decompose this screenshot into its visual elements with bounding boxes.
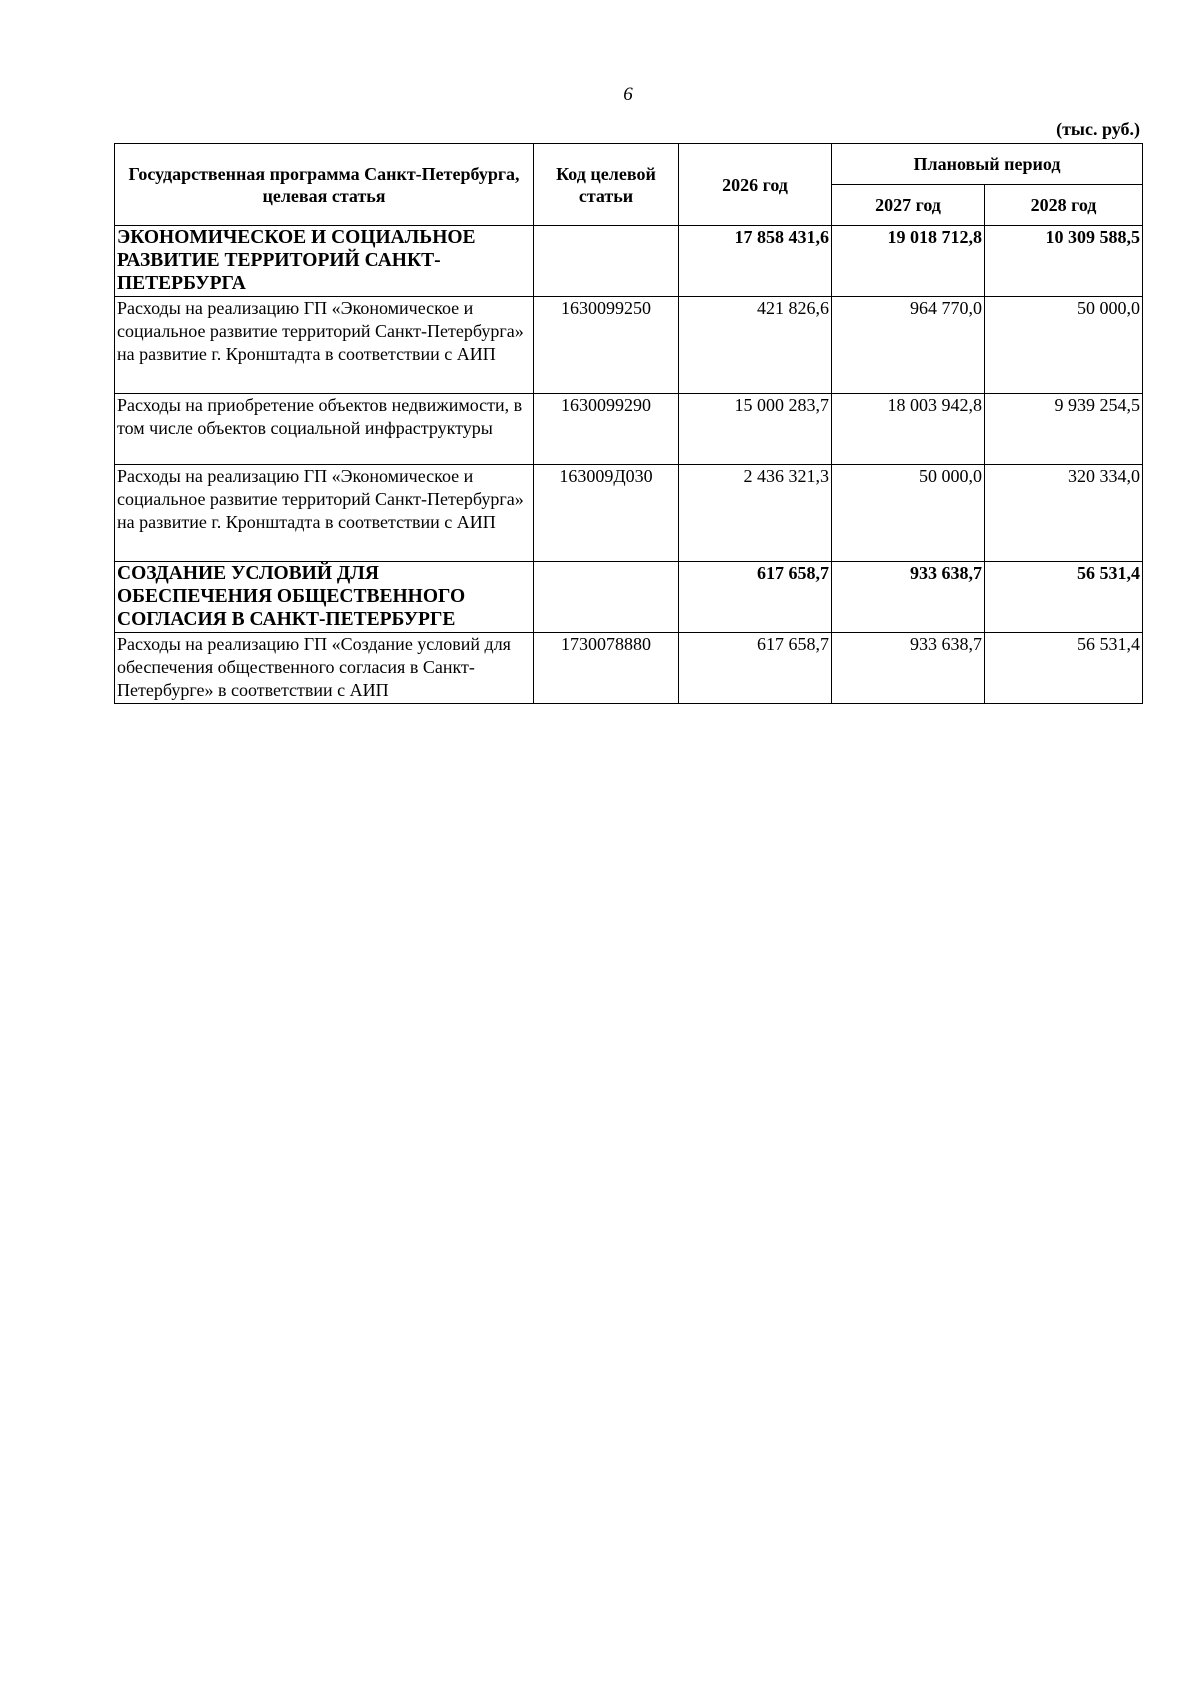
units-label: (тыс. руб.)	[1056, 119, 1140, 139]
table-body	[115, 226, 1143, 704]
row-value-2026: 2 436 321,3	[679, 465, 832, 562]
row-value-2028: 320 334,0	[985, 465, 1143, 562]
row-code: 1630099250	[534, 297, 679, 394]
table-row	[115, 633, 1143, 704]
row-value-2027: 19 018 712,8	[832, 226, 985, 297]
table-header	[115, 144, 1143, 226]
table-row-section	[115, 226, 1143, 297]
row-name: Расходы на приобретение объектов недвижимости, в том числе объектов социальной инфраструктуры	[115, 394, 534, 465]
row-value-2027: 18 003 942,8	[832, 394, 985, 465]
header-year-2027: 2027 год	[832, 185, 985, 226]
row-value-2027: 933 638,7	[832, 633, 985, 704]
table-row	[115, 297, 1143, 394]
row-code: 163009Д030	[534, 465, 679, 562]
header-code: Код целевой статьи	[534, 144, 679, 226]
header-program: Государственная программа Санкт-Петербурга, целевая статья	[115, 144, 534, 226]
row-code	[534, 562, 679, 633]
row-name: Расходы на реализацию ГП «Экономическое и социальное развитие территорий Санкт-Петербурга» на развитие г. Кронштадта в соответствии с АИП	[115, 465, 534, 562]
row-code: 1730078880	[534, 633, 679, 704]
header-planning-period: Плановый период	[832, 144, 1143, 185]
row-value-2027: 964 770,0	[832, 297, 985, 394]
header-year-2026: 2026 год	[679, 144, 832, 226]
row-value-2028: 56 531,4	[985, 562, 1143, 633]
row-name: Расходы на реализацию ГП «Экономическое и социальное развитие территорий Санкт-Петербурга» на развитие г. Кронштадта в соответствии с АИП	[115, 297, 534, 394]
row-value-2027: 50 000,0	[832, 465, 985, 562]
table-row-section	[115, 562, 1143, 633]
budget-table	[114, 143, 1143, 704]
row-code	[534, 226, 679, 297]
row-name: СОЗДАНИЕ УСЛОВИЙ ДЛЯ ОБЕСПЕЧЕНИЯ ОБЩЕСТВЕННОГО СОГЛАСИЯ В САНКТ-ПЕТЕРБУРГЕ	[115, 562, 534, 633]
table-row	[115, 465, 1143, 562]
row-value-2026: 17 858 431,6	[679, 226, 832, 297]
row-value-2028: 56 531,4	[985, 633, 1143, 704]
row-value-2028: 10 309 588,5	[985, 226, 1143, 297]
row-code: 1630099290	[534, 394, 679, 465]
header-year-2028: 2028 год	[985, 185, 1143, 226]
row-value-2027: 933 638,7	[832, 562, 985, 633]
row-name: Расходы на реализацию ГП «Создание условий для обеспечения общественного согласия в Санкт-Петербурге» в соответствии с АИП	[115, 633, 534, 704]
row-value-2026: 421 826,6	[679, 297, 832, 394]
table-row	[115, 394, 1143, 465]
row-name: ЭКОНОМИЧЕСКОЕ И СОЦИАЛЬНОЕ РАЗВИТИЕ ТЕРРИТОРИЙ САНКТ-ПЕТЕРБУРГА	[115, 226, 534, 297]
row-value-2026: 15 000 283,7	[679, 394, 832, 465]
row-value-2028: 50 000,0	[985, 297, 1143, 394]
page-number: 6	[623, 84, 633, 105]
row-value-2028: 9 939 254,5	[985, 394, 1143, 465]
row-value-2026: 617 658,7	[679, 633, 832, 704]
row-value-2026: 617 658,7	[679, 562, 832, 633]
